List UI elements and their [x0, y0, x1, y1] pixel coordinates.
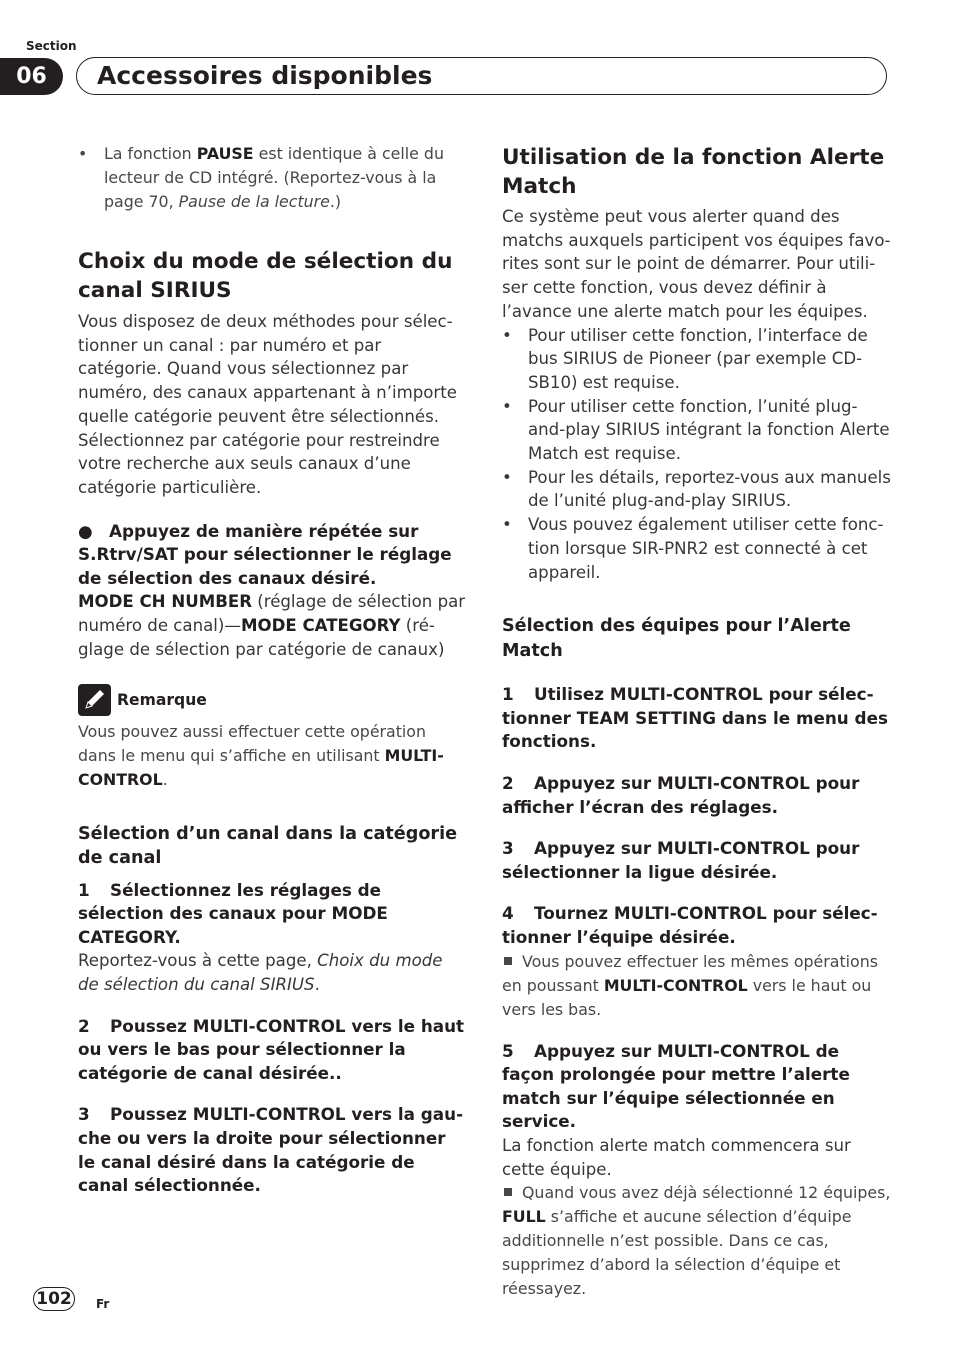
note-header [78, 684, 468, 716]
square-bullet-icon [504, 957, 512, 965]
page-number: 102 [33, 1287, 75, 1311]
step-4: 4 Tournez MULTI-CONTROL pour sélectionner l’équipe désirée. [502, 903, 878, 947]
bullet-mark: • [78, 144, 88, 163]
language-label: Fr [96, 1297, 110, 1311]
pencil-icon [78, 684, 111, 716]
list-item: • Pour utiliser cette fonction, l’unité plug-and-play SIRIUS intégrant la fonction Alerte Match est requise. [502, 396, 890, 464]
paragraph-alerte-match: Ce système peut vous alerter quand des matchs auxquels participent vos équipes favorites sont sur le point de démarrer. Pour utiliser cette fonction, vous devez définir à l’avance une alerte match pour les équipes. [502, 207, 891, 321]
step-1: 1 Sélectionnez les réglages de sélection des canaux pour MODE CATEGORY. [78, 879, 388, 947]
paragraph-sirius-mode: Vous disposez de deux méthodes pour sélectionner un canal : par numéro et par catégorie. Quand vous sélectionnez par numéro, des canaux appartenant à n’importe quelle catégorie peuvent être sélectionnés. Sélectionnez par catégorie pour restreindre votre recherche aux seuls canaux d’une catégorie particulière. [78, 312, 457, 497]
list-item: • Pour les détails, reportez-vous aux manuels de l’unité plug-and-play SIRIUS. [502, 467, 891, 511]
page-title: Accessoires disponibles [97, 61, 433, 90]
list-item: • Vous pouvez également utiliser cette fonction lorsque SIR-PNR2 est connecté à cet appareil. [502, 515, 884, 582]
step-1: 1 Utilisez MULTI-CONTROL pour sélectionner TEAM SETTING dans le menu des fonctions. [502, 684, 888, 752]
step-3: 3 Poussez MULTI-CONTROL vers la gauche ou vers la droite pour sélectionner le canal désiré dans la catégorie de canal sélectionnée. [78, 1104, 464, 1196]
heading-alerte-match: Utilisation de la fonction Alerte Match [502, 145, 885, 199]
instruction: ● Appuyez de manière répétée sur S.Rtrv/SAT pour sélectionner le réglage de sélection des canaux désiré. [78, 520, 452, 588]
step-2: 2 Appuyez sur MULTI-CONTROL pour afficher l’écran des réglages. [502, 773, 860, 817]
section-number-badge: 06 [0, 58, 63, 95]
section-label: Section [26, 39, 77, 53]
instruction-bullet: ● [78, 520, 93, 541]
note-title: Remarque [117, 690, 207, 709]
step-5-text: La fonction alerte match commencera sur cette équipe. [502, 1135, 851, 1179]
step-1-reference: Reportez-vous à cette page, Choix du mode de sélection du canal SIRIUS. [78, 951, 443, 994]
heading-channel-category: Sélection d’un canal dans la catégorie de canal [78, 823, 458, 869]
list-item: • Pour utiliser cette fonction, l’interface de bus SIRIUS de Pioneer (par exemple CD-SB10) est requise. [502, 325, 868, 392]
heading-sirius-mode: Choix du mode de sélection du canal SIRIUS [78, 249, 453, 303]
step-3: 3 Appuyez sur MULTI-CONTROL pour sélectionner la ligue désirée. [502, 838, 860, 882]
instruction-modes: MODE CH NUMBER (réglage de sélection par numéro de canal)—MODE CATEGORY (réglage de sélection par catégorie de canaux) [78, 592, 466, 659]
heading-team-selection: Sélection des équipes pour l’Alerte Match [502, 616, 851, 661]
square-bullet-icon [504, 1188, 512, 1196]
step-5-note: Quand vous avez déjà sélectionné 12 équipes, FULL s’affiche et aucune sélection d’équipe additionnelle n’est possible. Dans ce cas, supprimez d’abord la sélection d’équipe et réessayez. [502, 1183, 891, 1299]
step-2: 2 Poussez MULTI-CONTROL vers le haut ou vers le bas pour sélectionner la catégorie de canal désirée.. [78, 1015, 465, 1083]
step-4-note: Vous pouvez effectuer les mêmes opérations en poussant MULTI-CONTROL vers le haut ou vers les bas. [502, 951, 878, 1019]
step-5: 5 Appuyez sur MULTI-CONTROL de façon prolongée pour mettre l’alerte match sur l’équipe sélectionnée en service. [502, 1040, 850, 1132]
note-text: Vous pouvez aussi effectuer cette opération dans le menu qui s’affiche en utilisant MULTI-CONTROL. [78, 721, 444, 789]
pause-bullet: • La fonction PAUSE est identique à celle du lecteur de CD intégré. (Reportez-vous à la page 70, Pause de la lecture.) [78, 142, 468, 214]
left-column [78, 142, 468, 1198]
right-column [502, 142, 892, 1301]
